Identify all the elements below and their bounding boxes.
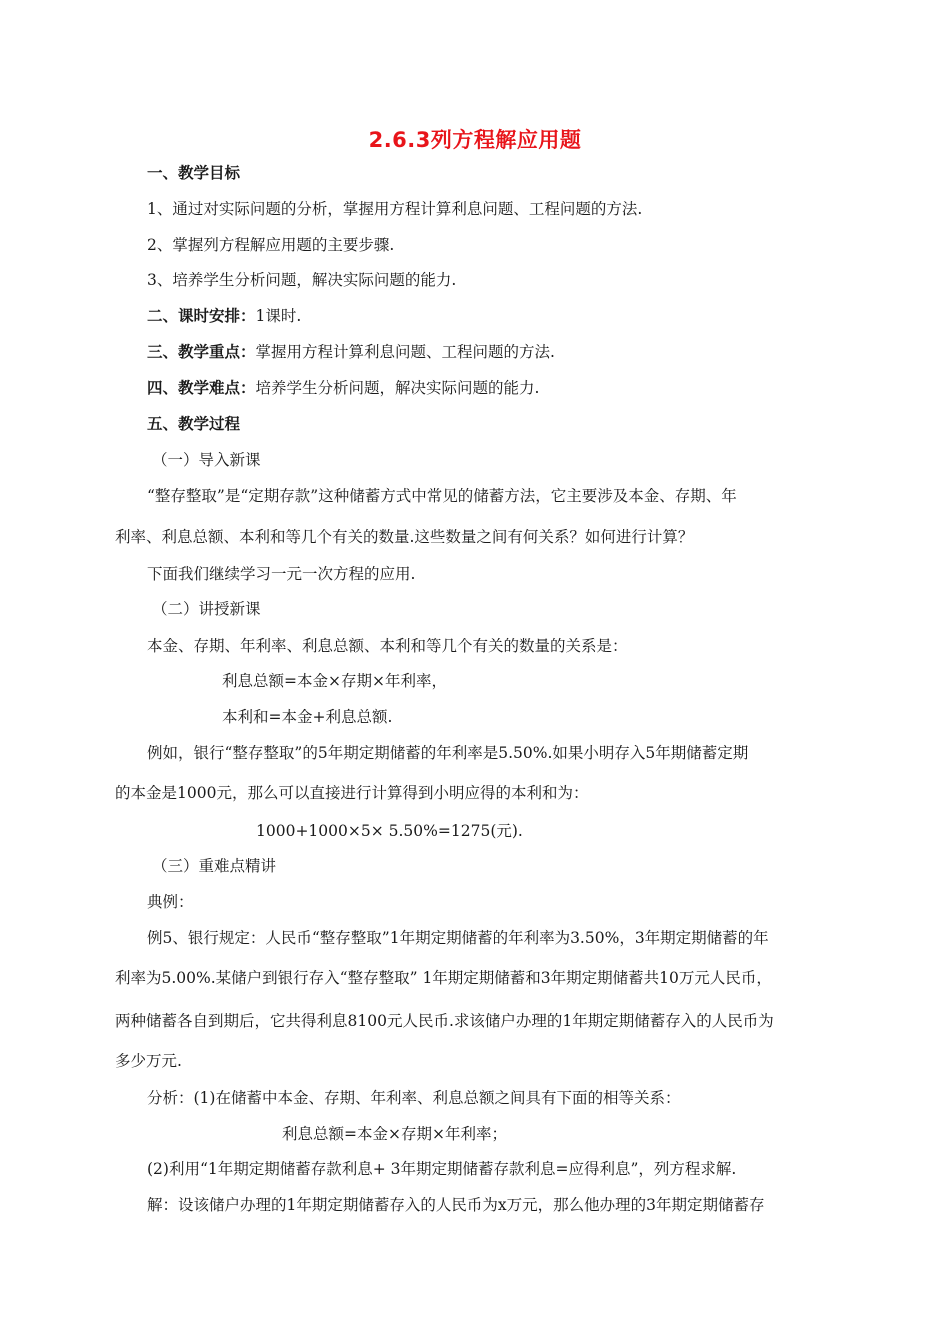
intro-paragraph-line-2: 利率、利息总额、本利和等几个有关的数量.这些数量之间有何关系？如何进行计算？ [115, 528, 694, 546]
subsection-key-heading: （三）重难点精讲 [152, 857, 277, 875]
intro-paragraph-line-1: “整存整取”是“定期存款”这种储蓄方式中常见的储蓄方法，它主要涉及本金、存期、年 [147, 487, 737, 505]
section-schedule-label: 二、课时安排： [147, 307, 256, 325]
analysis-formula: 利息总额=本金×存期×年利率； [282, 1125, 507, 1143]
formula-interest: 利息总额=本金×存期×年利率， [222, 672, 447, 690]
intro-paragraph-line-3: 下面我们继续学习一元一次方程的应用. [147, 565, 416, 583]
analysis-line-2: (2)利用“1年期定期储蓄存款利息+ 3年期定期储蓄存款利息=应得利息”，列方程求解. [147, 1160, 737, 1178]
section-key-points [147, 342, 555, 362]
example5-line-3: 两种储蓄各自到期后，它共得利息8100元人民币.求该储户办理的1年期定期储蓄存入的人民币为 [115, 1012, 774, 1030]
section-schedule-text: 1课时. [255, 307, 302, 325]
example-line-2: 的本金是1000元，那么可以直接进行计算得到小明应得的本利和为： [115, 784, 589, 802]
goal-item-3: 3、培养学生分析问题，解决实际问题的能力. [147, 271, 457, 289]
example5-line-1: 例5、银行规定：人民币“整存整取”1年期定期储蓄的年利率为3.50%，3年期定期储蓄的年 [147, 929, 769, 947]
section-heading-goals: 一、教学目标 [147, 164, 241, 182]
section-key-points-text: 掌握用方程计算利息问题、工程问题的方法. [255, 343, 555, 361]
section-heading-process: 五、教学过程 [147, 415, 241, 433]
analysis-line-1: 分析：(1)在储蓄中本金、存期、年利率、利息总额之间具有下面的相等关系： [147, 1089, 681, 1107]
goal-item-1: 1、通过对实际问题的分析，掌握用方程计算利息问题、工程问题的方法. [147, 200, 643, 218]
solution-line-1: 解：设该储户办理的1年期定期储蓄存入的人民币为x万元，那么他办理的3年期定期储蓄存 [147, 1196, 765, 1214]
typical-example-label: 典例： [147, 893, 194, 911]
subsection-teaching-heading: （二）讲授新课 [152, 600, 261, 618]
formula-total: 本利和=本金+利息总额. [222, 708, 393, 726]
example-line-1: 例如，银行“整存整取”的5年期定期储蓄的年利率是5.50%.如果小明存入5年期储蓄定期 [147, 744, 749, 762]
goal-item-2: 2、掌握列方程解应用题的主要步骤. [147, 236, 395, 254]
section-difficulties-label: 四、教学难点： [147, 379, 256, 397]
page-title: 2.6.3列方程解应用题 [368, 128, 582, 152]
example-calculation: 1000+1000×5× 5.50%=1275(元). [256, 822, 523, 840]
subsection-intro-heading: （一）导入新课 [152, 451, 261, 469]
section-difficulties [147, 378, 539, 398]
section-schedule [147, 306, 301, 326]
section-difficulties-text: 培养学生分析问题，解决实际问题的能力. [255, 379, 540, 397]
section-key-points-label: 三、教学重点： [147, 343, 256, 361]
teaching-paragraph: 本金、存期、年利率、利息总额、本利和等几个有关的数量的关系是： [147, 637, 628, 655]
example5-line-2: 利率为5.00%.某储户到银行存入“整存整取” 1年期定期储蓄和3年期定期储蓄共10万元人民币， [115, 969, 772, 987]
example5-line-4: 多少万元. [115, 1052, 182, 1070]
